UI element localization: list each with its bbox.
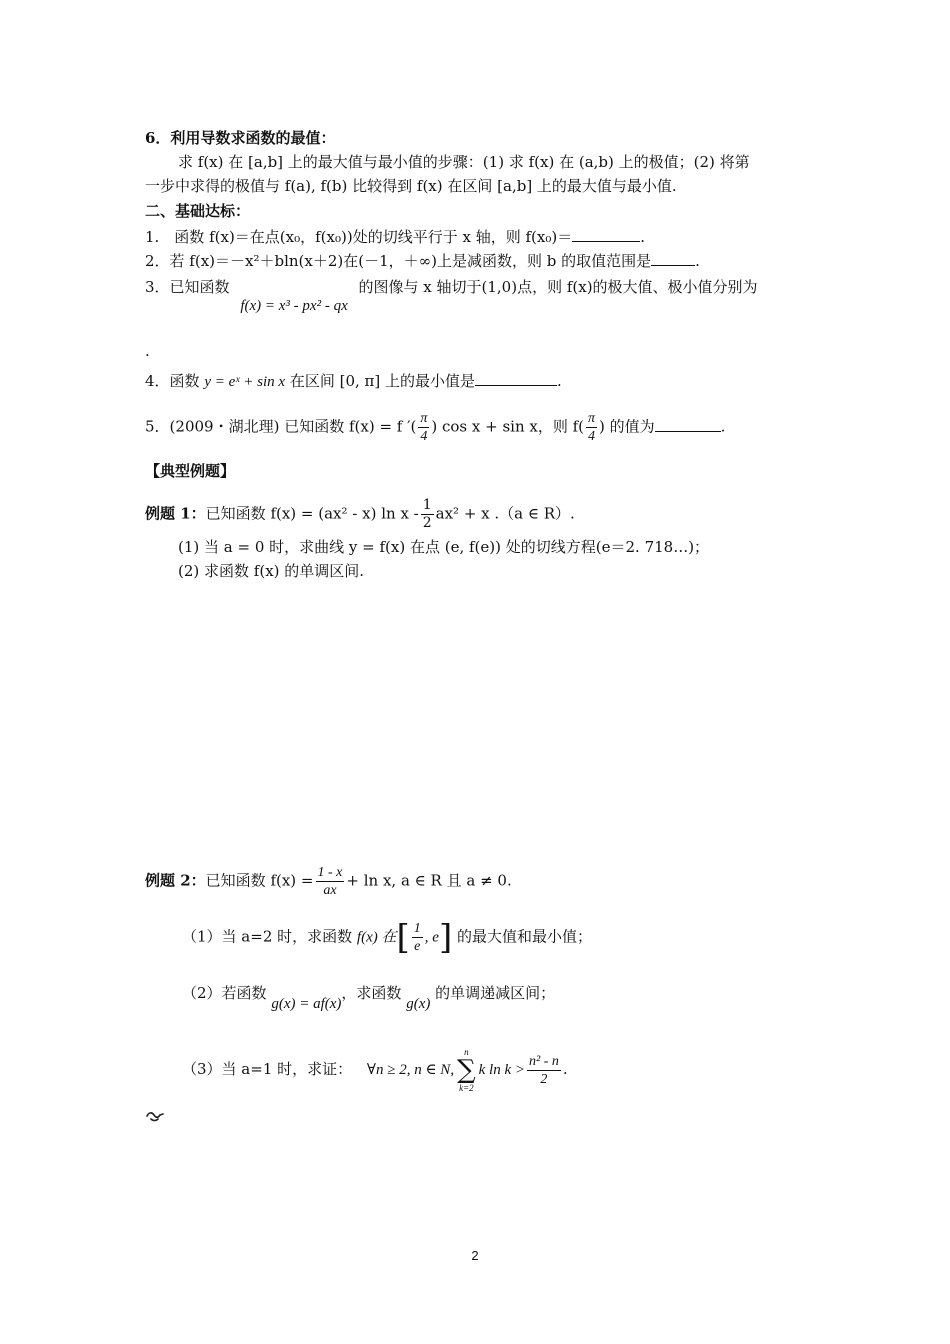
example-2-part-2-formula-2: g(x) [406,996,431,1012]
question-2 [145,250,700,272]
question-3-formula: f(x) = x³ - px² - qx [240,298,348,314]
example-2-post: + ln x, a ∈ R 且 a ≠ 0. [346,871,512,890]
examples-heading: 【典型例题】 [145,462,236,480]
question-3 [145,276,758,314]
question-4-post: 在区间 [0, π] 上的最小值是 [289,372,476,390]
example-2-part-1-post: 的最大值和最小值； [456,927,592,946]
example-2-part-2-formula: g(x) = af(x) [271,996,342,1012]
section-6-heading: 6．利用导数求函数的最值： [145,129,336,147]
example-1-part-2: (2) 求函数 f(x) 的单调区间. [178,562,365,580]
example-2-label: 例题 2： [145,871,206,890]
section-6-line-2: 一步中求得的极值与 f(a), f(b) 比较得到 f(x) 在区间 [a,b] 上的最大值与最小值. [145,177,677,195]
example-2-pre: 已知函数 f(x) = [205,871,314,890]
question-1 [145,226,645,248]
answer-blank [651,265,695,266]
example-2-part-2-post: 的单调递减区间； [435,984,556,1002]
fraction-n-squared-minus-n-over-2: $\frac{\text{n² - n}}{2}$ [529,1053,559,1087]
example-1-part-1: (1) 当 a = 0 时，求曲线 y = f(x) 在点 (e, f(e)) 处的切线方程(e＝2. 718…)； [178,538,710,556]
question-4 [145,370,562,393]
example-1-post: ax² + x .（a ∈ R）. [435,504,575,523]
example-2-part-2-mid: ，求函数 [341,984,402,1002]
answer-blank [655,431,721,432]
question-3-dot: . [145,342,150,360]
fraction-one-half: $\frac{1}{2}$ [422,497,432,531]
example-2-part-2 [182,982,556,1012]
example-2-part-3-end: . [562,1060,568,1078]
example-2-part-3 [182,1046,568,1094]
example-2-part-3-formula: ∀n ≥ 2, n ∈ N, [366,1062,455,1078]
example-2-part-3-after: k ln k > [478,1062,525,1078]
page-number: 2 [471,1248,479,1263]
section-6-line-1: 求 f(x) 在 [a,b] 上的最大值与最小值的步骤：(1) 求 f(x) 在 (a,b) 上的极值；(2) 将第 [178,153,750,171]
question-4-formula: y = eˣ + sin x [204,374,286,390]
interval-end: , e [424,929,439,946]
example-2-part-3-pre: （3）当 a=1 时，求证： [182,1060,353,1078]
example-2 [145,864,512,899]
example-2-part-1-pre: （1）当 a=2 时，求函数 [182,927,353,946]
question-5-pre: 5．(2009・湖北理) 已知函数 f(x) = f ′( [145,417,417,436]
question-4-pre: 4．函数 [145,372,200,390]
fraction-pi-over-4: $\frac{\pi}{4}$ [588,411,596,444]
question-2-text: 2．若 f(x)＝－x²＋bln(x＋2)在(－1，＋∞)上是减函数，则 b 的取值范围是 [145,252,652,270]
answer-blank [572,241,640,242]
handwritten-mark-icon [146,1110,164,1126]
right-bracket: ] [438,917,453,958]
question-5-mid: ) cos x + sin x，则 f( [431,417,585,436]
question-1-end: . [640,228,645,246]
summation-symbol: n ∑ k=2 [457,1047,476,1093]
question-2-end: . [695,252,700,270]
example-2-part-1-formula: f(x) 在 [356,929,397,946]
question-5-end: . [720,417,726,436]
example-2-part-1 [182,917,592,958]
example-1 [145,497,575,532]
fraction-pi-over-4: $\frac{\pi}{4}$ [420,411,428,444]
left-bracket: [ [396,917,410,958]
question-3-post: 的图像与 x 轴切于(1,0)点，则 f(x)的极大值、极小值分别为 [358,278,758,296]
question-4-end: . [557,372,562,390]
example-2-part-2-pre: （2）若函数 [182,984,267,1002]
question-5 [145,410,725,445]
question-5-post: ) 的值为 [599,417,655,436]
fraction-1-over-e: $\frac{1}{e}$ [413,921,421,954]
example-1-pre: 已知函数 f(x) = (ax² - x) ln x - [205,504,419,523]
question-1-text: 1. 函数 f(x)＝在点(x₀，f(x₀))处的切线平行于 x 轴，则 f(x₀)＝ [145,228,573,246]
question-3-pre: 3．已知函数 [145,278,230,296]
answer-blank [475,385,557,386]
example-1-label: 例题 1： [145,504,206,523]
fraction-1-minus-x-over-ax: $\frac{1 - x}{ax}$ [317,865,343,898]
section-2-heading: 二、基础达标： [145,202,251,220]
